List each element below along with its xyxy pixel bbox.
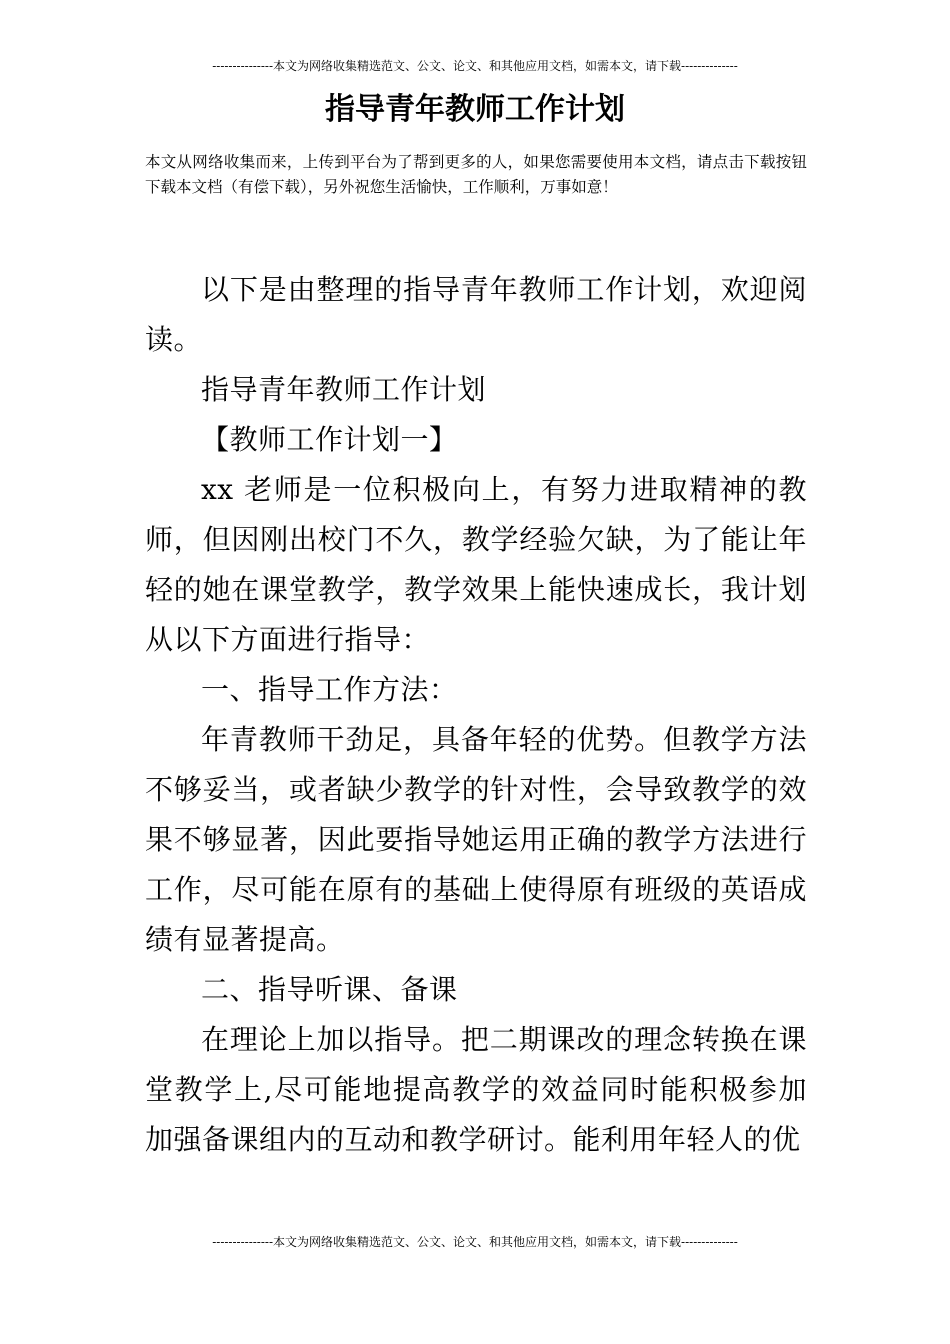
document-body [145,265,807,1165]
body-paragraph: xx 老师是一位积极向上，有努力进取精神的教师，但因刚出校门不久，教学经验欠缺，为了能让年轻的她在课堂教学，教学效果上能快速成长，我计划从以下方面进行指导： [145,473,807,656]
section-heading: 指导青年教师工作计划 [201,373,487,406]
header-banner: ---------------本文为网络收集精选范文、公文、论文、和其他应用文档，如需本文，请下载-------------- [212,59,738,73]
subsection-heading: 二、指导听课、备课 [201,973,458,1006]
plan-heading: 【教师工作计划一】 [201,423,458,456]
footer-banner: ---------------本文为网络收集精选范文、公文、论文、和其他应用文档，如需本文，请下载-------------- [212,1235,738,1249]
intro-paragraph: 以下是由整理的指导青年教师工作计划，欢迎阅读。 [145,273,807,356]
subsection-heading: 一、指导工作方法： [201,673,458,706]
document-title: 指导青年教师工作计划 [325,92,625,127]
disclaimer-text: 本文从网络收集而来，上传到平台为了帮到更多的人，如果您需要使用本文档，请点击下载按钮下载本文档（有偿下载），另外祝您生活愉快，工作顺利，万事如意！ [145,153,807,196]
body-paragraph: 年青教师干劲足，具备年轻的优势。但教学方法不够妥当，或者缺少教学的针对性，会导致教学的效果不够显著，因此要指导她运用正确的教学方法进行工作，尽可能在原有的基础上使得原有班级的英语成绩有显著提高。 [145,723,807,956]
body-paragraph: 在理论上加以指导。把二期课改的理念转换在课堂教学上,尽可能地提高教学的效益同时能积极参加加强备课组内的互动和教学研讨。能利用年轻人的优 [145,1023,807,1156]
